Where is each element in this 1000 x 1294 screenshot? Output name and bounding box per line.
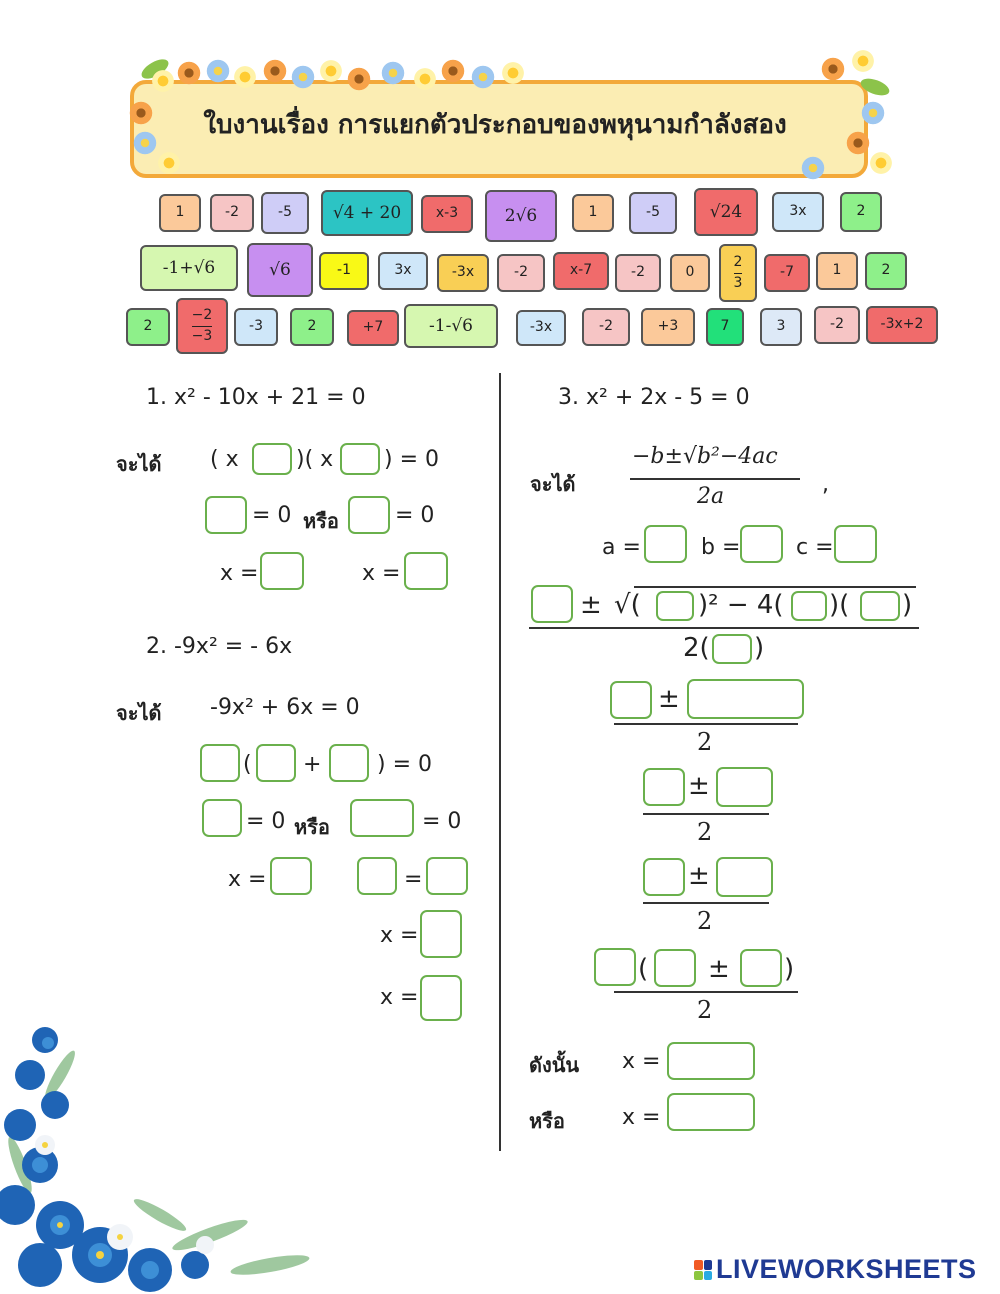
quadratic-formula-denominator: 2a: [697, 484, 725, 509]
q2-gcf-box[interactable]: [200, 744, 240, 782]
q3-step4-right-box[interactable]: [716, 857, 773, 897]
q3-x-label-1: x =: [622, 1049, 661, 1074]
q2-problem: 2. -9x² = - 6x: [146, 634, 293, 659]
answer-tile[interactable]: -3x+2: [866, 306, 938, 344]
q3-step3-right-box[interactable]: [716, 767, 773, 807]
answer-tile[interactable]: 3x: [378, 252, 428, 290]
q3-x1-box[interactable]: [667, 1042, 755, 1080]
blue-flower-corner-decoration: [0, 1015, 320, 1294]
q3-step5-denominator: 2: [697, 996, 713, 1024]
answer-tile[interactable]: $\frac{-2}{-3}$: [176, 298, 228, 354]
q2-term1-box[interactable]: [256, 744, 296, 782]
q1-factor1-box[interactable]: [252, 443, 292, 475]
flower-decoration: [800, 155, 826, 181]
q3-step5-open: (: [638, 954, 649, 984]
answer-tile[interactable]: x-7: [553, 252, 609, 290]
answer-tile[interactable]: 2√6: [485, 190, 557, 242]
q3-a-box[interactable]: [644, 525, 687, 563]
q3-jadai-label: จะได้: [530, 472, 576, 496]
q1-eq0-2: = 0: [395, 503, 435, 528]
answer-tile[interactable]: -2: [210, 194, 254, 232]
answer-tile[interactable]: 3: [760, 308, 802, 346]
answer-tile[interactable]: -2: [615, 254, 661, 292]
flower-decoration: [500, 60, 526, 86]
answer-tile[interactable]: $\frac{2}{3}$: [719, 244, 757, 302]
step4-fraction-bar: [643, 902, 769, 904]
step3-fraction-bar: [643, 813, 769, 815]
answer-tile[interactable]: +7: [347, 310, 399, 346]
flower-decoration: [262, 58, 288, 84]
quadratic-formula-numerator: −b±√b²−4ac: [632, 444, 778, 469]
q3-two-open: 2(: [683, 633, 710, 663]
q2-x-label-1: x =: [228, 867, 267, 892]
step2-fraction-bar: [614, 723, 798, 725]
answer-tile[interactable]: 2: [840, 192, 882, 232]
q2-x1-box[interactable]: [270, 857, 312, 895]
q3-two-close: ): [754, 633, 765, 663]
q3-step2-right-box[interactable]: [687, 679, 804, 719]
answer-tile[interactable]: -5: [261, 192, 309, 234]
q2-step: -9x² + 6x = 0: [210, 695, 360, 720]
answer-tile[interactable]: √6: [247, 243, 313, 297]
q3-square-minus: )² − 4(: [698, 590, 784, 620]
flower-decoration: [205, 58, 231, 84]
answer-tile[interactable]: x-3: [421, 195, 473, 233]
q3-sqrt-open: √(: [614, 590, 641, 620]
flower-decoration: [156, 150, 182, 176]
q3-close-paren: ): [902, 590, 913, 620]
q2-rhs-box[interactable]: [426, 857, 468, 895]
liveworksheets-logo: LIVEWORKSHEETS: [716, 1254, 977, 1284]
q1-paren-close: ) = 0: [384, 447, 439, 472]
q3-c-box[interactable]: [834, 525, 877, 563]
q3-a-sub-box[interactable]: [791, 591, 827, 621]
q2-term2-box[interactable]: [329, 744, 369, 782]
q2-zero2-box[interactable]: [350, 799, 414, 837]
sqrt-overline: [634, 586, 916, 588]
q1-paren-mid: )( x: [296, 447, 334, 472]
q2-plus: +: [303, 752, 322, 777]
q2-eq0-1: = 0: [246, 809, 286, 834]
flower-decoration: [318, 58, 344, 84]
q3-step2-denominator: 2: [697, 728, 713, 756]
answer-tile[interactable]: -1+√6: [140, 245, 238, 291]
q3-pm-1: ±: [580, 590, 602, 620]
q1-zero1-box[interactable]: [205, 496, 247, 534]
q3-pm-2: ±: [658, 684, 680, 714]
flower-decoration: [176, 60, 202, 86]
q3-pm-3: ±: [688, 771, 710, 801]
q3-problem: 3. x² + 2x - 5 = 0: [558, 385, 750, 410]
substitution-fraction-bar: [529, 627, 919, 629]
answer-tile[interactable]: √4 + 20: [321, 190, 413, 236]
q3-x-label-2: x =: [622, 1105, 661, 1130]
q2-jadai-label: จะได้: [116, 701, 162, 725]
q3-step4-denominator: 2: [697, 907, 713, 935]
q1-x-label-1: x =: [220, 561, 259, 586]
answer-tile[interactable]: 1: [572, 194, 614, 232]
q2-x2-box[interactable]: [420, 910, 462, 958]
q3-neg-b-box[interactable]: [531, 585, 573, 623]
answer-tile[interactable]: -2: [497, 254, 545, 292]
answer-tile[interactable]: 3x: [772, 192, 824, 232]
answer-tile[interactable]: +3: [641, 308, 695, 346]
answer-tile[interactable]: -1-√6: [404, 304, 498, 348]
q1-zero2-box[interactable]: [348, 496, 390, 534]
q2-x-label-2: x =: [380, 923, 419, 948]
q1-jadai-label: จะได้: [116, 452, 162, 476]
answer-tile[interactable]: 2: [290, 308, 334, 346]
q3-therefore-label: ดังนั้น: [529, 1053, 580, 1077]
q3-b-box[interactable]: [740, 525, 783, 563]
q3-pm-4: ±: [688, 861, 710, 891]
q1-eq0-1: = 0: [252, 503, 292, 528]
answer-tile[interactable]: 7: [706, 308, 744, 346]
q2-zero1-box[interactable]: [202, 799, 242, 837]
q3-step5-left-box[interactable]: [654, 949, 696, 987]
q3-step5-factor-box[interactable]: [594, 948, 636, 986]
q3-c-sub-box[interactable]: [860, 591, 900, 621]
answer-tile[interactable]: 1: [159, 194, 201, 232]
q2-x-label-3: x =: [380, 985, 419, 1010]
flower-decoration: [290, 64, 316, 90]
flower-decoration: [470, 64, 496, 90]
q3-step4-left-box[interactable]: [643, 858, 685, 896]
flower-decoration: [150, 68, 176, 94]
q3-a-label: a =: [602, 535, 641, 560]
answer-tile[interactable]: -3: [234, 308, 278, 346]
answer-tile[interactable]: -1: [319, 252, 369, 290]
worksheet-title: ใบงานเรื่อง การแยกตัวประกอบของพหุนามกำลังสอง: [203, 110, 787, 140]
answer-tile[interactable]: 2: [865, 252, 907, 290]
q2-lhs-box[interactable]: [357, 857, 397, 895]
q2-paren-close: ) = 0: [377, 752, 432, 777]
flower-decoration: [440, 58, 466, 84]
column-divider: [499, 373, 501, 1151]
answer-tile[interactable]: -7: [764, 254, 810, 292]
formula-fraction-bar: [630, 478, 800, 480]
q2-x3-box[interactable]: [420, 975, 462, 1021]
answer-tile[interactable]: √24: [694, 188, 758, 236]
flower-decoration: [380, 60, 406, 86]
q3-step3-left-box[interactable]: [643, 768, 685, 806]
flower-decoration: [850, 48, 876, 74]
q2-or-label: หรือ: [294, 815, 330, 839]
answer-tile[interactable]: -3x: [516, 310, 566, 346]
q3-step5-close: ): [784, 954, 795, 984]
q3-step3-denominator: 2: [697, 818, 713, 846]
q1-or-label: หรือ: [303, 509, 339, 533]
step5-fraction-bar: [614, 991, 798, 993]
q3-mid-paren: )(: [829, 590, 850, 620]
q1-factor2-box[interactable]: [340, 443, 380, 475]
q1-problem: 1. x² - 10x + 21 = 0: [146, 385, 366, 410]
q3-step2-left-box[interactable]: [610, 681, 652, 719]
q3-b-sub-box[interactable]: [656, 591, 694, 621]
answer-tile[interactable]: -5: [629, 192, 677, 234]
q1-x1-box[interactable]: [260, 552, 304, 590]
q2-paren-open: (: [243, 752, 252, 777]
q3-or-label: หรือ: [529, 1109, 565, 1133]
answer-tile[interactable]: 0: [670, 254, 710, 292]
flower-decoration: [860, 100, 886, 126]
answer-tile[interactable]: -3x: [437, 254, 489, 292]
q3-pm-5: ±: [708, 954, 730, 984]
q3-step5-right-box[interactable]: [740, 949, 782, 987]
answer-tile[interactable]: -2: [814, 306, 860, 344]
flower-decoration: [820, 56, 846, 82]
q2-eq-sign: =: [404, 867, 423, 892]
q1-paren-open: ( x: [210, 447, 239, 472]
q3-a-denom-box[interactable]: [712, 634, 752, 664]
flower-decoration: [232, 64, 258, 90]
q1-x-label-2: x =: [362, 561, 401, 586]
q3-c-label: c =: [796, 535, 834, 560]
answer-tile[interactable]: 2: [126, 308, 170, 346]
q3-b-label: b =: [701, 535, 741, 560]
flower-decoration: [868, 150, 894, 176]
q1-x2-box[interactable]: [404, 552, 448, 590]
q3-x2-box[interactable]: [667, 1093, 755, 1131]
q2-eq0-2: = 0: [422, 809, 462, 834]
formula-comma: ,: [822, 472, 829, 497]
answer-tile[interactable]: 1: [816, 252, 858, 290]
flower-decoration: [346, 66, 372, 92]
flower-decoration: [412, 66, 438, 92]
answer-tile[interactable]: -2: [582, 308, 630, 346]
